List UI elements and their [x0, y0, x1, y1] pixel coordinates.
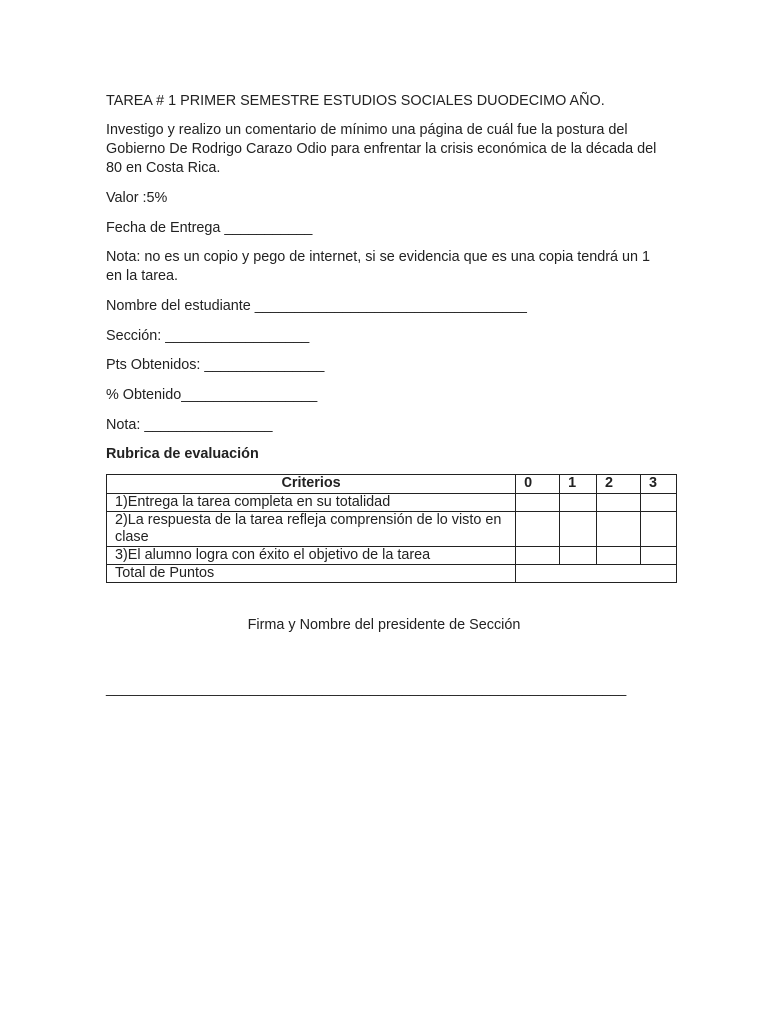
porcentaje-obtenido-line: % Obtenido_________________ [106, 387, 318, 403]
criterios-header: Criterios [107, 475, 516, 494]
table-row [107, 494, 677, 512]
score-2-header: 2 [597, 475, 641, 494]
rubric-title: Rubrica de evaluación [106, 446, 259, 462]
nota-aviso-paragraph: Nota: no es un copio y pego de internet, si se evidencia que es una copia tendrá un 1 en la tarea. [106, 249, 651, 284]
total-value-cell [516, 565, 677, 583]
seccion-line: Sección: __________________ [106, 328, 310, 344]
table-row [107, 512, 677, 547]
score-cell [597, 512, 641, 547]
rubric-table [106, 474, 677, 583]
score-cell [597, 494, 641, 512]
valor-line: Valor :5% [106, 190, 168, 206]
score-1-header: 1 [560, 475, 597, 494]
criterion-cell: 1)Entrega la tarea completa en su totalidad [107, 494, 516, 512]
score-3-header: 3 [640, 475, 676, 494]
pts-obtenidos-line: Pts Obtenidos: _______________ [106, 357, 325, 373]
score-cell [560, 547, 597, 565]
score-cell [516, 547, 560, 565]
fecha-entrega-line: Fecha de Entrega ___________ [106, 220, 313, 236]
table-row [107, 547, 677, 565]
instructions-paragraph: Investigo y realizo un comentario de mínimo una página de cuál fue la postura del Gobierno De Rodrigo Carazo Odio para enfrentar la crisis económica de la década del 80 en Costa Rica. [106, 122, 657, 176]
total-label-cell: Total de Puntos [107, 565, 516, 583]
score-cell [516, 512, 560, 547]
criterion-cell: 2)La respuesta de la tarea refleja comprensión de lo visto en clase [107, 512, 516, 547]
score-cell [597, 547, 641, 565]
score-cell [640, 547, 676, 565]
nombre-estudiante-line: Nombre del estudiante __________________________________ [106, 298, 527, 314]
score-cell [640, 494, 676, 512]
criterion-cell: 3)El alumno logra con éxito el objetivo de la tarea [107, 547, 516, 565]
nota-line: Nota: ________________ [106, 417, 273, 433]
signature-title: Firma y Nombre del presidente de Sección [247, 617, 521, 633]
score-0-header: 0 [516, 475, 560, 494]
score-cell [560, 494, 597, 512]
rubric-header-row [107, 475, 677, 494]
signature-line: _________________________________________________________________ [106, 681, 627, 697]
total-row [107, 565, 677, 583]
score-cell [516, 494, 560, 512]
document-title: TAREA # 1 PRIMER SEMESTRE ESTUDIOS SOCIALES DUODECIMO AÑO. [106, 93, 605, 109]
score-cell [640, 512, 676, 547]
score-cell [560, 512, 597, 547]
